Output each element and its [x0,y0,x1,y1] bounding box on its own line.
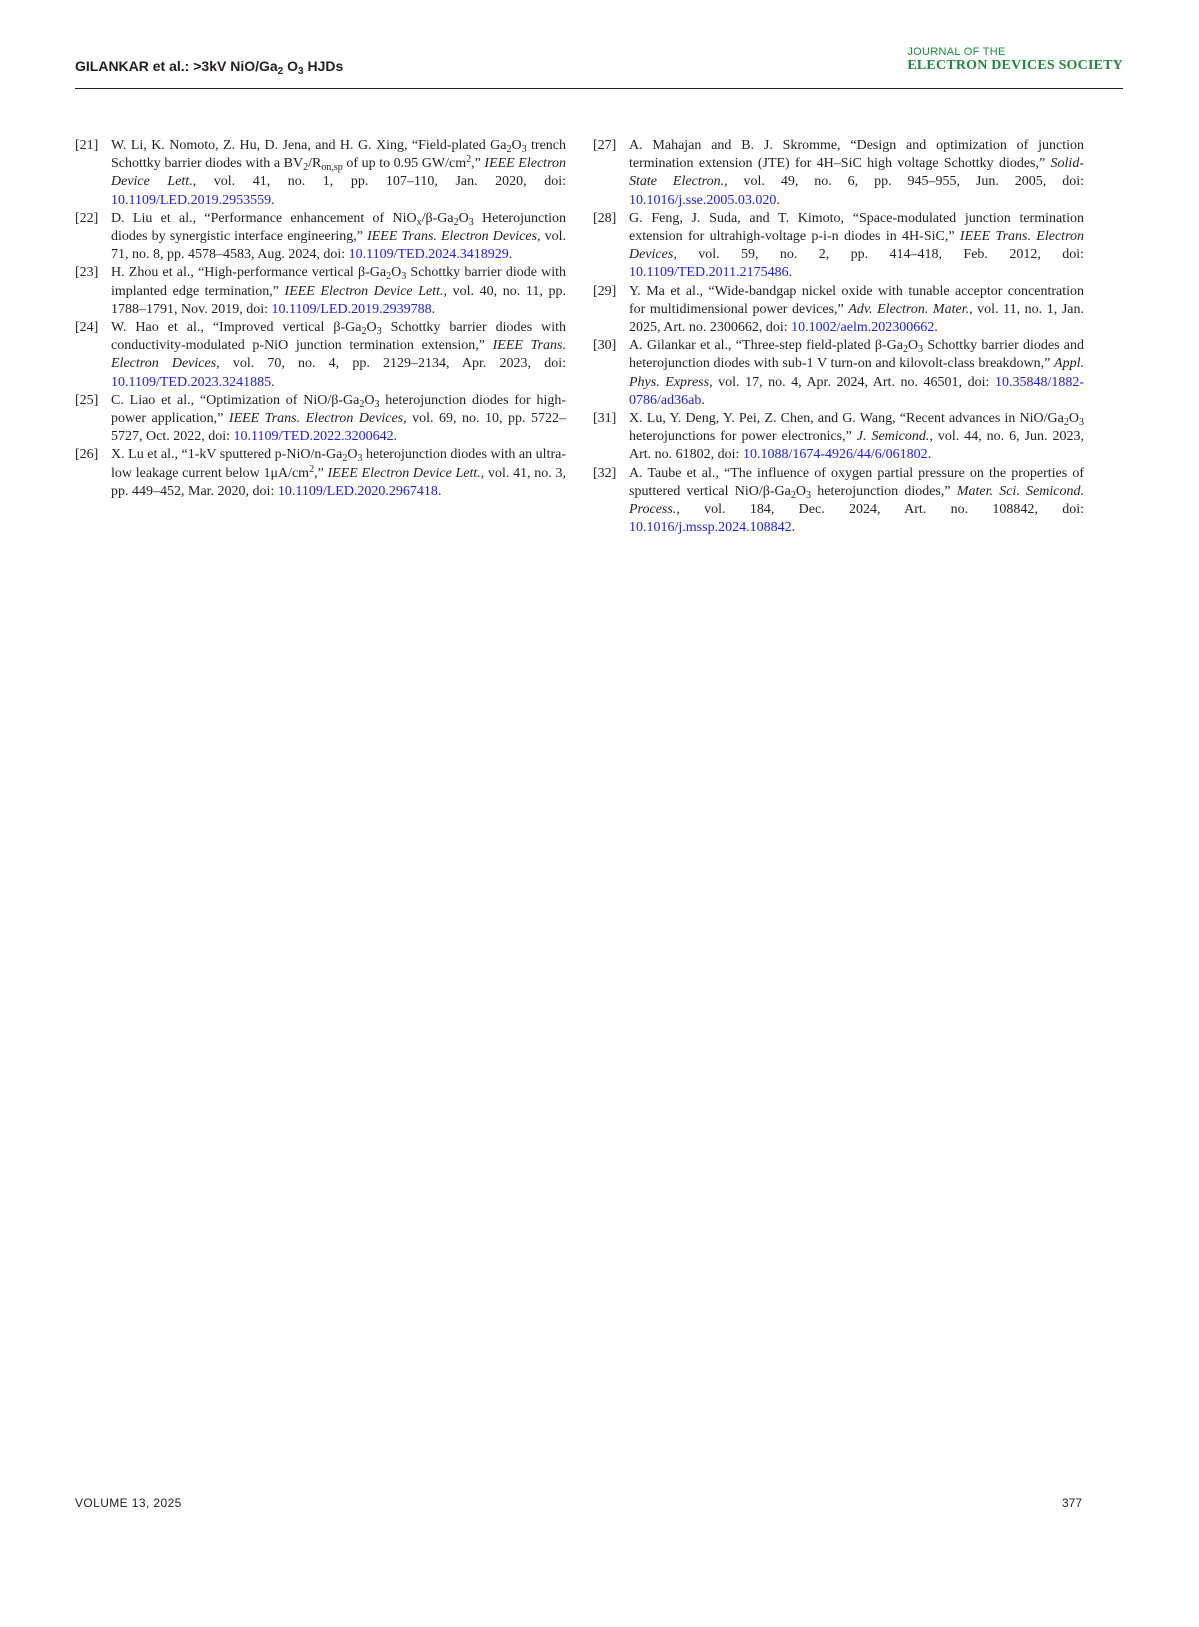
doi-link[interactable]: 10.1109/TED.2011.2175486 [629,265,789,281]
reference-text-run: . [701,392,705,408]
doi-link[interactable]: 10.1109/TED.2023.3241885 [111,374,272,390]
reference-item [75,137,566,210]
reference-text-run: heterojunction diodes for high-power application,” [111,392,566,427]
journal-title: IEEE Electron Device Lett. [284,283,444,299]
journal-title: Adv. Electron. Mater. [848,301,970,317]
reference-text-run: A. Mahajan and B. J. Skromme, “Design and optimization of junction termination extension (JTE) for 4H–SiC high voltage Schottky diodes,” [629,138,1084,172]
subscript: 2 [359,398,365,410]
reference-text [111,319,566,392]
reference-text-run: heterojunction diodes,” [811,483,957,499]
subscript: 2 [386,271,392,283]
reference-text-run: , vol. 71, no. 8, pp. 4578–4583, Aug. 2024, doi: [111,229,567,263]
running-head-sub-b: 3 [298,66,304,77]
reference-number: [31] [593,411,617,427]
subscript: on,sp [321,162,343,174]
doi-link[interactable]: 10.1088/1674-4926/44/6/061802 [742,447,928,463]
reference-text-run: . [271,192,275,208]
journal-title: J. Semicond. [856,429,930,445]
reference-text-run: O [366,320,377,336]
reference-text-run: , vol. 184, Dec. 2024, Art. no. 108842, doi: [676,502,1084,518]
reference-text-run: of up to 0.95 GW/cm [342,156,467,172]
reference-number: [29] [593,283,617,299]
reference-item [593,210,1084,283]
subscript: 3 [468,216,474,228]
subscript: 2 [506,144,512,155]
reference-text-run: C. Liao et al., “Optimization of NiO/β-Ga [111,392,360,408]
running-head [75,58,343,77]
reference-text-run: /β-Ga [421,210,454,226]
journal-title: Appl. Phys. Express [629,356,1084,390]
reference-text-run: O [458,210,469,226]
reference-text [111,210,566,265]
reference-text [111,264,566,319]
reference-number: [23] [75,265,99,281]
doi-link[interactable]: 10.1109/TED.2022.3200642 [233,429,394,445]
reference-item [593,410,1084,465]
reference-text-run: Schottky barrier diodes with conductivity-modulated p-NiO junction termination extension,” [111,320,566,354]
reference-text [629,210,1084,283]
reference-item [75,392,566,447]
reference-item [593,283,1084,338]
running-head-text-c: HJDs [303,58,344,74]
references-left-column [75,137,566,501]
reference-text [629,283,1084,338]
reference-number: [22] [75,210,99,226]
reference-text-run: /R [308,156,322,172]
reference-item [75,264,566,319]
reference-text-run: Schottky barrier diode with implanted edge termination,” [111,265,567,299]
reference-text-run: Y. Ma et al., “Wide-bandgap nickel oxide with tunable acceptor concentration for multidimensional power devices,” [629,283,1084,317]
doi-link[interactable]: 10.1109/TED.2024.3418929 [348,247,509,263]
journal-logo-line2: ELECTRON DEVICES SOCIETY [907,58,1123,73]
reference-text [629,465,1084,538]
reference-number: [30] [593,338,617,354]
reference-text-run: , vol. 41, no. 1, pp. 107–110, Jan. 2020, doi: [192,174,567,190]
subscript: 3 [521,144,527,155]
doi-link[interactable]: 10.1109/LED.2020.2967418 [277,483,438,499]
reference-text-run: . [927,447,932,463]
reference-number: [32] [593,465,617,481]
journal-title: IEEE Electron Device Lett. [327,465,481,481]
running-head-text-b: O [283,58,299,74]
reference-number: [28] [593,210,617,226]
journal-title: IEEE Trans. Electron Devices [228,411,404,427]
journal-title: Mater. Sci. Semicond. Process. [629,483,1084,518]
references-right-column [593,137,1084,537]
reference-text-run: ,” [314,465,328,481]
subscript: 2 [453,216,459,228]
subscript: 2 [1063,417,1069,429]
reference-text-run: A. Gilankar et al., “Three-step field-plated β-Ga [629,338,904,354]
reference-item [75,210,566,265]
reference-number: [26] [75,447,99,463]
reference-text-run: . [776,192,780,208]
reference-text-run: heterojunction diodes with an ultra-low leakage current below 1μA/cm [111,447,566,481]
reference-text-run: , vol. 69, no. 10, pp. 5722–5727, Oct. 2022, doi: [111,411,567,445]
reference-text-run: . [788,265,793,281]
running-head-sub-a: 2 [277,66,284,77]
subscript: 2 [903,344,909,356]
reference-number: [25] [75,392,99,408]
reference-text [111,392,566,447]
doi-link[interactable]: 10.1109/LED.2019.2953559 [111,192,272,208]
reference-text-run: Schottky barrier diodes and heterojunction diodes with sub-1 V turn-on and kilovolt-class breakdown,” [629,338,1084,372]
reference-text-run: , vol. 17, no. 4, Apr. 2024, Art. no. 46501, doi: [709,374,995,390]
doi-link[interactable]: 10.1016/j.sse.2005.03.020 [629,192,777,208]
reference-text-run: O [347,447,358,463]
reference-item [75,319,566,392]
reference-text-run: H. Zhou et al., “High-performance vertical β-Ga [111,265,387,281]
journal-title: Solid-State Electron. [629,156,1084,190]
reference-text-run: . [393,429,398,445]
journal-title: IEEE Trans. Electron Devices [111,338,566,372]
reference-item [75,446,566,501]
subscript: 2 [790,489,796,501]
doi-link[interactable]: 10.1109/LED.2019.2939788 [271,301,432,317]
reference-text-run: , vol. 70, no. 4, pp. 2129–2134, Apr. 2023, doi: [216,356,566,372]
reference-text-run: , vol. 11, no. 1, Jan. 2025, Art. no. 2300662, doi: [629,301,1085,336]
reference-text-run: trench Schottky barrier diodes with a BV [111,138,566,172]
reference-text-run: O [364,392,375,408]
doi-link[interactable]: 10.1002/aelm.202300662 [791,320,935,336]
footer-volume: VOLUME 13, 2025 [75,1496,182,1510]
reference-text-run: . [508,247,513,263]
reference-item [593,337,1084,410]
reference-text-run: D. Liu et al., “Performance enhancement of NiO [111,210,417,226]
reference-text-run: heterojunctions for power electronics,” [629,429,857,445]
reference-number: [24] [75,320,99,336]
reference-text [629,337,1084,410]
subscript: 2 [303,162,309,174]
reference-text-run: , vol. 40, no. 11, pp. 1788–1791, Nov. 2019, doi: [111,283,566,317]
journal-title: IEEE Electron Device Lett. [111,156,566,190]
doi-link[interactable]: 10.35848/1882-0786/ad36ab [629,374,1084,408]
reference-text-run: O [908,338,919,354]
subscript: 3 [806,489,811,501]
reference-text-run: Heterojunction diodes by synergistic interface engineering,” [111,210,566,245]
subscript: 3 [918,344,924,356]
journal-title: IEEE Trans. Electron Devices [629,229,1084,263]
journal-logo [907,46,1123,74]
journal-logo-line1: JOURNAL OF THE [907,46,1006,58]
footer-page-number: 377 [1061,1496,1082,1510]
reference-text-run: O [391,265,402,281]
reference-text-run: ,” [471,156,485,172]
reference-text-run: W. Li, K. Nomoto, Z. Hu, D. Jena, and H. G. Xing, “Field-plated Ga [111,138,507,153]
reference-text-run: , vol. 41, no. 3, pp. 449–452, Mar. 2020, doi: [111,465,567,499]
reference-text-run: O [795,483,806,499]
reference-text-run: O [1068,411,1079,427]
running-head-text-a: GILANKAR et al.: >3kV NiO/Ga [75,58,278,74]
superscript: 2 [466,154,472,166]
reference-text [111,446,566,501]
reference-number: [21] [75,138,99,153]
subscript: 2 [361,326,367,338]
reference-text-run: , vol. 49, no. 6, pp. 945–955, Jun. 2005, doi: [724,174,1084,190]
reference-item [593,465,1084,538]
header-rule [75,88,1123,89]
reference-text [111,137,566,210]
subscript: 2 [342,453,348,465]
superscript: 2 [309,463,315,475]
reference-text-run: X. Lu, Y. Deng, Y. Pei, Z. Chen, and G. Wang, “Recent advances in NiO/Ga [629,411,1064,427]
reference-text-run: G. Feng, J. Suda, and T. Kimoto, “Space-modulated junction termination extension for ultrahigh-voltage p-i-n diodes in 4H-SiC,” [629,210,1084,245]
journal-title: IEEE Trans. Electron Devices [367,229,538,245]
subscript: 3 [1079,417,1084,429]
reference-number: [27] [593,138,617,153]
doi-link[interactable]: 10.1016/j.mssp.2024.108842 [629,520,792,536]
reference-text-run: . [934,320,938,336]
subscript: 3 [357,453,363,465]
subscript: x [416,216,422,228]
reference-text-run: , vol. 59, no. 2, pp. 414–418, Feb. 2012, doi: [673,247,1084,263]
reference-text-run: X. Lu et al., “1-kV sputtered p-NiO/n-Ga [111,447,343,463]
subscript: 3 [401,271,407,283]
reference-text-run: A. Taube et al., “The influence of oxygen partial pressure on the properties of sputtered vertical NiO/β-Ga [629,465,1084,499]
reference-text [629,410,1084,465]
reference-text-run: . [431,301,436,317]
subscript: 3 [374,398,380,410]
reference-text-run: . [791,520,796,536]
reference-item [593,137,1084,210]
reference-text-run: W. Hao et al., “Improved vertical β-Ga [111,320,362,336]
reference-text-run: . [271,374,275,390]
reference-text-run: , vol. 44, no. 6, Jun. 2023, Art. no. 61802, doi: [629,429,1084,463]
reference-text [629,137,1084,210]
reference-text-run: . [437,483,442,499]
subscript: 3 [376,326,382,338]
reference-text-run: O [511,138,522,153]
